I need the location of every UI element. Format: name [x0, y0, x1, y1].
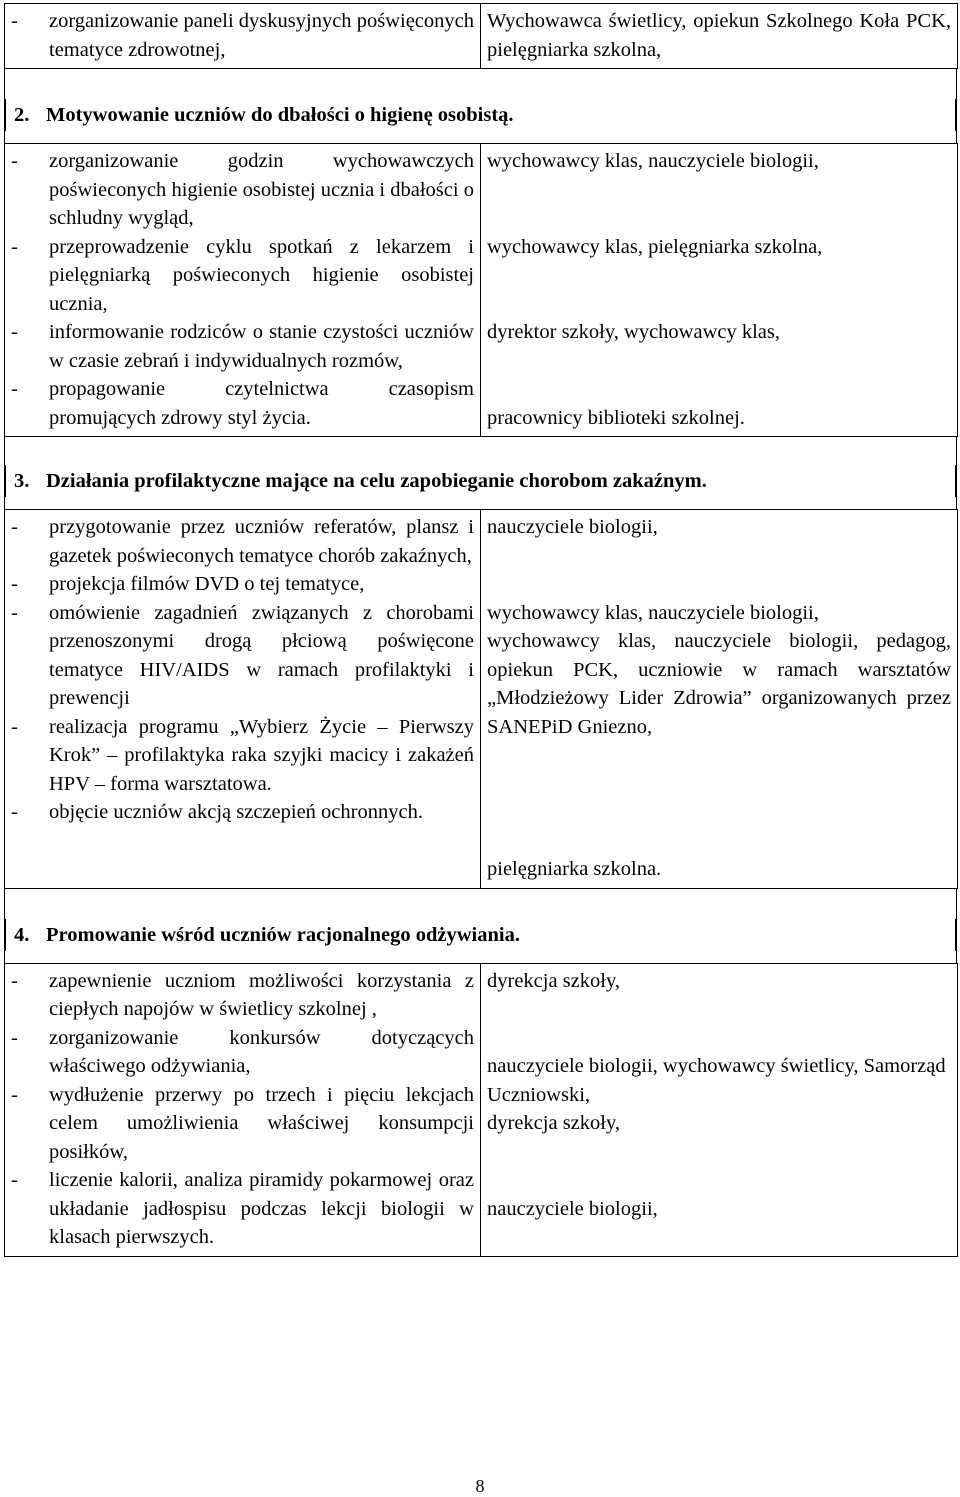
responsible-cell: [481, 144, 958, 437]
table-section-3: [4, 509, 958, 889]
bullet-dash: -: [11, 715, 18, 738]
responsible-text: dyrektor szkoły, wychowawcy klas,: [487, 321, 780, 343]
bullet-dash: -: [11, 969, 18, 992]
bullet-dash: -: [11, 601, 18, 624]
responsible-text: wychowawcy klas, nauczyciele biologii,: [487, 601, 819, 624]
section-number: 3.: [14, 470, 30, 492]
bullet-dash: -: [11, 1169, 18, 1191]
task-text: omówienie zagadnień związanych z chorobami przenoszonymi drogą płciową poświęcone tematyce HIV/AIDS w ramach profilaktyki i prewencji: [49, 601, 474, 709]
task-text: liczenie kalorii, analiza piramidy pokarmowej oraz układanie jadłospisu podczas lekcji biologii w klasach pierwszych.: [49, 1169, 474, 1248]
section-heading: [5, 919, 956, 951]
list-item: [11, 599, 474, 713]
section-number: 4.: [14, 923, 30, 946]
responsible-text: pracownicy biblioteki szkolnej.: [487, 406, 745, 429]
list-item: [11, 233, 474, 319]
bullet-dash: -: [11, 321, 18, 343]
task-text: realizacja programu „Wybierz Życie – Pierwszy Krok” – profilaktyka raka szyjki macicy i zakażeń HPV – forma warsztatowa.: [49, 715, 474, 795]
task-text: wydłużenie przerwy po trzech i pięciu lekcjach celem umożliwienia właściwej konsumpcji posiłków,: [49, 1083, 474, 1163]
list-item: [11, 798, 474, 827]
list-item: [11, 318, 474, 375]
responsible-cell: [481, 963, 958, 1256]
bullet-dash: -: [11, 516, 18, 538]
section-title: Motywowanie uczniów do dbałości o higienę osobistą.: [46, 104, 514, 126]
task-text: zorganizowanie godzin wychowawczych poświeconych higienie osobistej ucznia i dbałości o schludny wygląd,: [49, 150, 474, 229]
task-cell: [5, 4, 481, 69]
table-top: [4, 3, 958, 69]
task-cell: [5, 144, 481, 437]
list-item: [11, 375, 474, 432]
page-number: 8: [475, 1476, 485, 1496]
document-page: [4, 3, 957, 1257]
list-item: [11, 570, 474, 599]
table-row: [5, 4, 958, 69]
table-row: [5, 963, 958, 1256]
responsible-cell: [481, 510, 958, 889]
task-text: zapewnienie uczniom możliwości korzystania z ciepłych napojów w świetlicy szkolnej ,: [49, 969, 474, 1020]
table-row: [5, 510, 958, 889]
table-section-2: [4, 143, 958, 437]
list-item: [11, 1166, 474, 1252]
responsible-text: wychowawcy klas, pielęgniarka szkolna,: [487, 235, 823, 258]
bullet-dash: -: [11, 1026, 18, 1049]
section-number: 2.: [14, 104, 30, 126]
list-item: [11, 1024, 474, 1081]
bullet-dash: -: [11, 378, 18, 400]
responsible-text: dyrekcja szkoły,: [487, 969, 621, 992]
responsible-text: wychowawcy klas, nauczyciele biologii,: [487, 150, 819, 172]
task-text: informowanie rodziców o stanie czystości uczniów w czasie zebrań i indywidualnych rozmów,: [49, 321, 474, 372]
list-item: [11, 7, 474, 64]
section-3: [4, 437, 957, 509]
task-text: projekcja filmów DVD o tej tematyce,: [49, 573, 365, 595]
responsible-text: dyrekcja szkoły,: [487, 1112, 621, 1134]
task-text: zorganizowanie konkursów dotyczących właściwego odżywiania,: [49, 1026, 474, 1077]
section-2: [4, 69, 957, 143]
bullet-dash: -: [11, 573, 18, 595]
bullet-dash: -: [11, 801, 18, 823]
table-row: [5, 144, 958, 437]
section-heading: [5, 465, 956, 497]
section-4: [4, 889, 957, 963]
list-item: [11, 967, 474, 1024]
list-item: [11, 513, 474, 570]
responsible-cell: [481, 4, 958, 69]
list-item: [11, 713, 474, 799]
task-text: objęcie uczniów akcją szczepień ochronnych.: [49, 801, 423, 823]
responsible-text: nauczyciele biologii,: [487, 1197, 658, 1220]
task-text: przeprowadzenie cyklu spotkań z lekarzem i pielęgniarką poświeconych higienie osobistej ucznia,: [49, 235, 474, 315]
task-text: propagowanie czytelnictwa czasopism promujących zdrowy styl życia.: [49, 378, 474, 429]
section-title: Działania profilaktyczne mające na celu zapobieganie chorobom zakaźnym.: [46, 470, 707, 492]
responsible-text: nauczyciele biologii,: [487, 516, 658, 538]
bullet-dash: -: [11, 1083, 18, 1106]
list-item: [11, 147, 474, 233]
section-title: Promowanie wśród uczniów racjonalnego odżywiania.: [46, 923, 520, 946]
task-text: przygotowanie przez uczniów referatów, plansz i gazetek poświeconych tematyce chorób zakaźnych,: [49, 516, 474, 567]
bullet-dash: -: [11, 10, 18, 32]
responsible-text: pielęgniarka szkolna.: [487, 858, 662, 880]
bullet-dash: -: [11, 150, 18, 172]
responsible-text: Wychowawca świetlicy, opiekun Szkolnego Koła PCK, pielęgniarka szkolna,: [487, 10, 951, 61]
task-cell: [5, 963, 481, 1256]
table-section-4: [4, 963, 958, 1257]
list-item: [11, 1081, 474, 1167]
task-text: zorganizowanie paneli dyskusyjnych poświęconych tematyce zdrowotnej,: [49, 10, 474, 61]
bullet-dash: -: [11, 235, 18, 258]
responsible-text: wychowawcy klas, nauczyciele biologii, pedagog, opiekun PCK, uczniowie w ramach warsztatów „Młodzieżowy Lider Zdrowia” organizowanych przez SANEPiD Gniezno,: [487, 630, 951, 738]
responsible-text: nauczyciele biologii, wychowawcy świetlicy, Samorząd Uczniowski,: [487, 1055, 946, 1106]
section-heading: [5, 99, 956, 131]
task-cell: [5, 510, 481, 889]
